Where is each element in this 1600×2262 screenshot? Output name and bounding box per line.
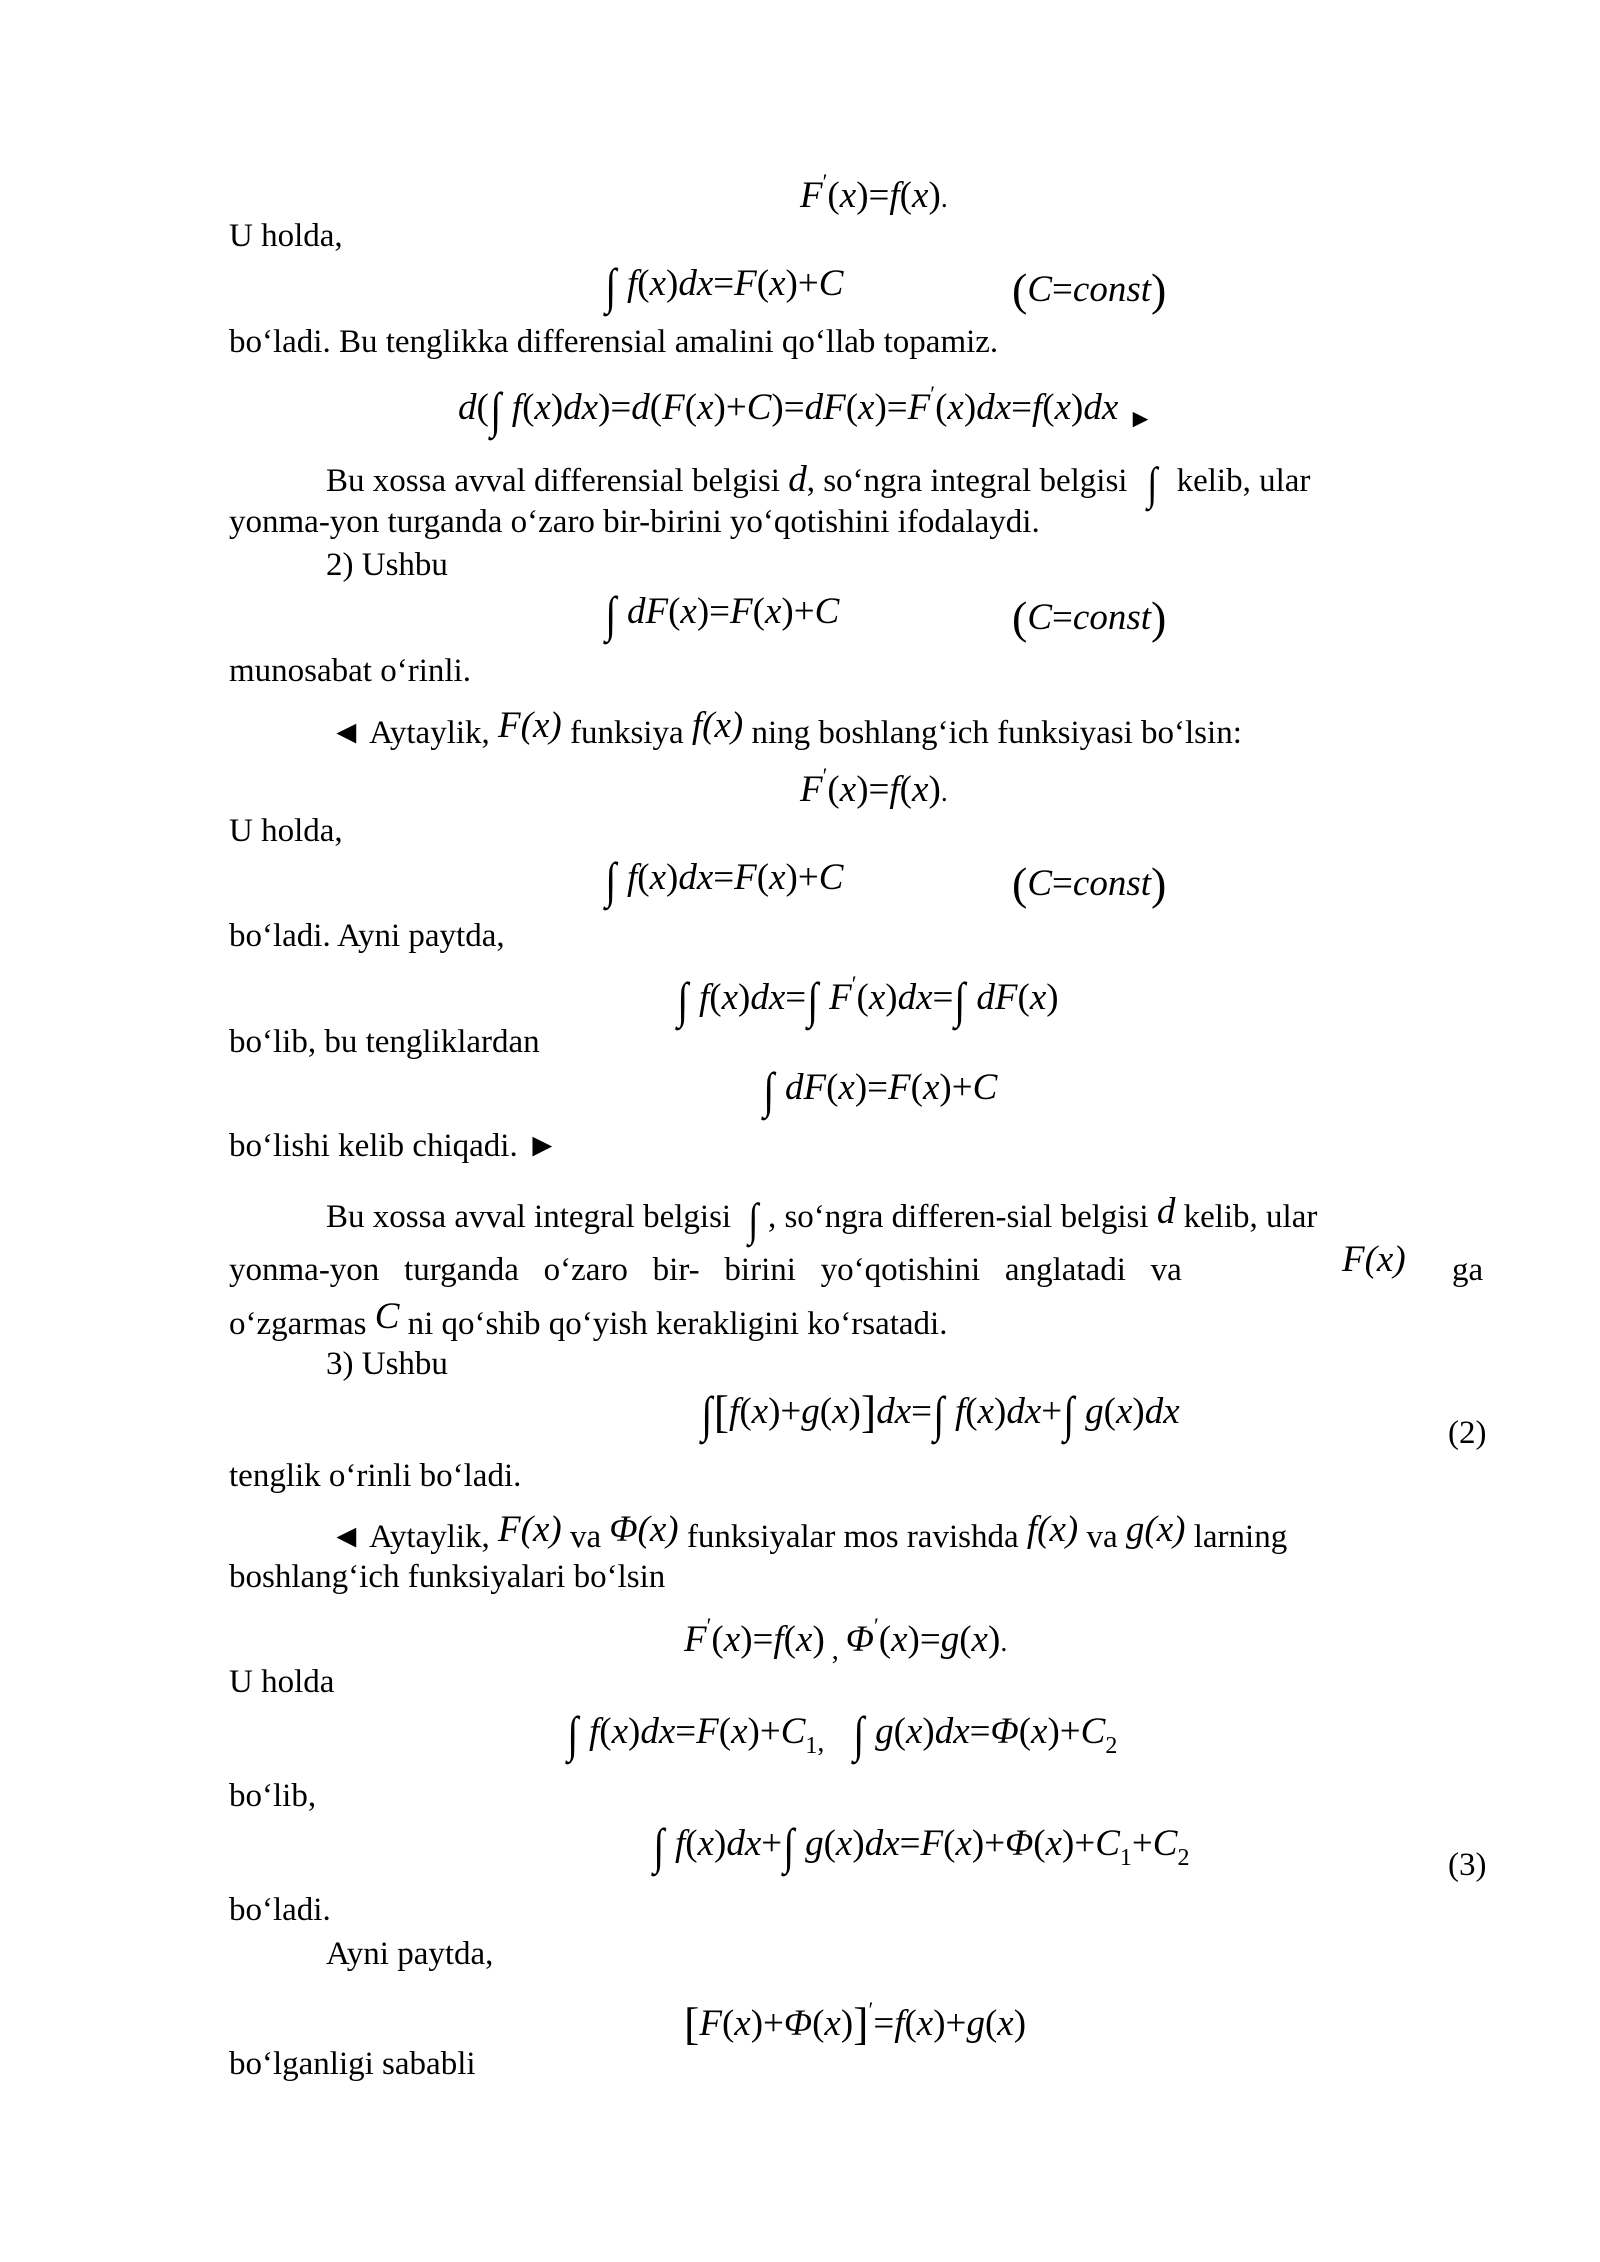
text-bolib: bo‘lib, xyxy=(229,1778,317,1814)
symbol-Fx-3: F(x) xyxy=(498,1509,562,1550)
paragraph-1-line-1: Bu xossa avval differensial belgisi d, so‘ngra integral belgisi ∫ kelib, ular xyxy=(326,458,1311,509)
symbol-Phix-1: Φ(x) xyxy=(609,1509,679,1550)
symbol-d-2: d xyxy=(1156,1191,1176,1232)
text-boladi-3: bo‘ladi. xyxy=(229,1892,331,1928)
equation-integral-dF-2: ∫ dF(x)=F(x)+C xyxy=(763,1062,998,1118)
symbol-Fx-2: F(x) xyxy=(1342,1239,1406,1280)
equation-derivative-1: F′(x)=f(x). xyxy=(800,169,948,216)
equation-sum-result: ∫ f(x)dx+∫ $g(x)dx=F(x)+\Phi(x)+C_1+C_2$ xyxy=(653,1818,1190,1874)
text-bolganligi: bo‘lganligi sababli xyxy=(229,2046,476,2082)
text-bolishi: bo‘lishi kelib chiqadi. ► xyxy=(229,1128,559,1164)
symbol-gx-1: g(x) xyxy=(1125,1509,1186,1550)
paragraph-2-line-3: o‘zgarmas C ni qo‘shib qo‘yish kerakligini ko‘rsatadi. xyxy=(229,1296,948,1342)
integral-sign-2: ∫ xyxy=(748,1194,759,1245)
equation-derivatives-pair: F′(x)=f(x) $_,$ Φ′(x)=g(x). xyxy=(684,1613,1008,1666)
paragraph-2-line-1: Bu xossa avval integral belgisi ∫ , so‘ngra differen-sial belgisi d kelib, ular xyxy=(326,1191,1318,1245)
text-boladi-ayni: bo‘ladi. Ayni paytda, xyxy=(229,918,505,954)
text-boshlangich: boshlang‘ich funksiyalari bo‘lsin xyxy=(229,1559,666,1595)
symbol-C: C xyxy=(374,1296,400,1337)
equation-integral-2: ∫ f(x)dx=F(x)+C xyxy=(605,852,844,908)
equation-two-integrals: ∫ $f(x)dx=F(x)+C_{1,}$ ∫ $g(x)dx=\Phi(x)+C_2$ xyxy=(567,1706,1118,1762)
text-u-holda-1: U holda, xyxy=(229,218,343,254)
text-u-holda-3: U holda xyxy=(229,1664,335,1700)
symbol-d-1: d xyxy=(788,459,807,500)
symbol-Fx-2-wrap xyxy=(1342,1240,1406,1281)
integral-sign-1: ∫ xyxy=(1146,458,1158,509)
symbol-fx-1: f(x) xyxy=(691,705,744,746)
item-2-label: 2) Ushbu xyxy=(326,547,448,583)
text-u-holda-2: U holda, xyxy=(229,813,343,849)
equation-integral-1: ∫ f(x)dx=F(x)+C xyxy=(605,258,844,314)
paragraph-aytaylik-1: ◄ Aytaylik, F(x) funksiya f(x) ning boshlang‘ich funksiyasi bo‘lsin: xyxy=(330,705,1242,751)
paragraph-2-line-2: yonma-yon turganda o‘zaro bir- birini yo‘qotishini anglatadi va xyxy=(229,1252,1182,1288)
equation-const-3: (C=const) xyxy=(1012,858,1167,909)
equation-integral-chain: ∫ f(x)dx=∫ F′(x)dx=∫ dF(x) xyxy=(677,971,1059,1028)
item-3-label: 3) Ushbu xyxy=(326,1346,448,1382)
equation-number-2: (2) xyxy=(1448,1415,1487,1451)
text-bolib-teng: bo‘lib, bu tengliklardan xyxy=(229,1024,540,1060)
equation-const-2: (C=const) xyxy=(1012,592,1167,643)
equation-sum-integral: ∫[f(x)+g(x)]dx=∫ f(x)dx+∫ g(x)dx xyxy=(701,1386,1180,1442)
text-ga: ga xyxy=(1452,1252,1484,1288)
equation-number-3: (3) xyxy=(1448,1847,1487,1883)
paragraph-aytaylik-2: ◄ Aytaylik, F(x) va Φ(x) funksiyalar mos ravishda f(x) va g(x) larning xyxy=(330,1509,1288,1555)
paragraph-1-line-2: yonma-yon turganda o‘zaro bir-birini yo‘qotishini ifodalaydi. xyxy=(229,504,1040,540)
equation-differential: d(∫ f(x)dx)=d(F(x)+C)=dF(x)=F′(x)dx=f(x)dx $_►$ xyxy=(458,381,1154,438)
end-proof-marker-1: ► xyxy=(1127,404,1154,433)
equation-derivative-sum: [F(x)+Φ(x)]′=f(x)+g(x) xyxy=(684,1997,1027,2049)
equation-integral-dF: ∫ dF(x)=F(x)+C xyxy=(605,586,840,642)
text-boladi-1: bo‘ladi. Bu tenglikka differensial amalini qo‘llab topamiz. xyxy=(229,324,999,360)
symbol-Fx-1: F(x) xyxy=(498,705,562,746)
equation-derivative-2: F′(x)=f(x). xyxy=(800,763,948,810)
symbol-fx-2: f(x) xyxy=(1026,1509,1079,1550)
text-ayni-paytda: Ayni paytda, xyxy=(326,1936,494,1972)
text-tenglik: tenglik o‘rinli bo‘ladi. xyxy=(229,1458,522,1494)
equation-const-1: (C=const) xyxy=(1012,264,1167,315)
text-munosabat: munosabat o‘rinli. xyxy=(229,653,471,689)
